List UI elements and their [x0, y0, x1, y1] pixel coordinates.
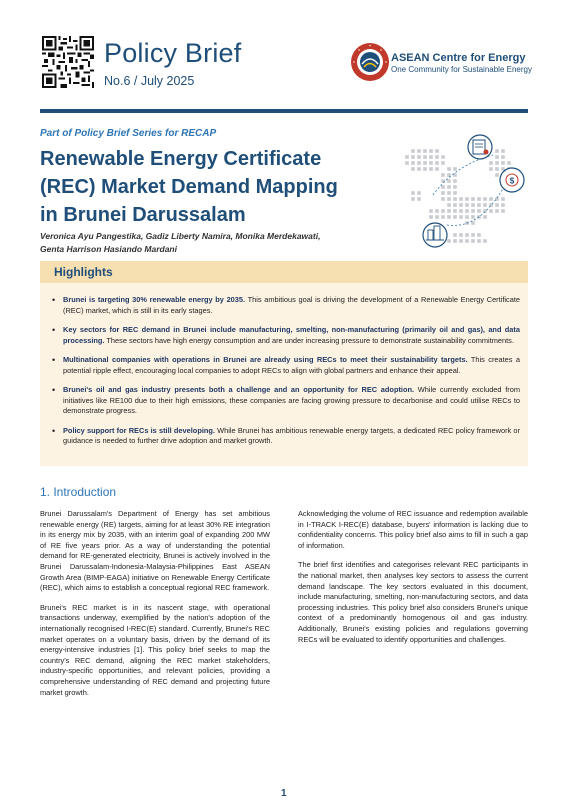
- map-dot: [453, 167, 457, 171]
- map-dot: [459, 209, 463, 213]
- map-dot: [459, 233, 463, 237]
- logo-emblem-icon: [350, 42, 390, 82]
- map-dot: [447, 203, 451, 207]
- map-dot: [447, 167, 451, 171]
- map-dot: [435, 209, 439, 213]
- highlight-bold: Brunei is targeting 30% renewable energy by 2035.: [63, 295, 246, 304]
- highlights-box: [40, 261, 528, 466]
- map-dot: [417, 191, 421, 195]
- map-dot: [489, 197, 493, 201]
- map-dot: [441, 191, 445, 195]
- map-dot: [411, 197, 415, 201]
- highlight-text: This ambitious goal is driving the development of a Renewable Energy Certificate (REC) market, which is still in its early stages.: [63, 295, 521, 315]
- map-dot: [459, 215, 463, 219]
- map-dot: [423, 149, 427, 153]
- map-dot: [495, 149, 499, 153]
- map-dot: [501, 155, 505, 159]
- map-dot: [471, 203, 475, 207]
- paragraph: Brunei Darussalam's Department of Energy has set ambitious renewable energy (RE) targets, aiming for at least 30% RE integration in its energy mix by 2035, with an interim goal of expanding 200 MW of RE five years prior. As a way of understanding the potential demand for RE-generated electricity, Brunei is actively involved in the Brunei Darussalam-Indonesia-Malaysia-Philippines East ASEAN Growth Area (BIMP-EAGA) initiative on Renewable Energy Certificate (REC), which aims to establish a conceptual regional REC framework.: [40, 509, 270, 593]
- map-dot: [465, 209, 469, 213]
- highlight-text: While Brunei has ambitious renewable energy targets, a dedicated REC policy framework or guidance is needed to further drive adoption and market growth.: [63, 425, 520, 445]
- logo-tagline: One Community for Sustainable Energy: [391, 65, 532, 74]
- map-dot: [447, 197, 451, 201]
- map-dot: [459, 203, 463, 207]
- map-dot: [429, 167, 433, 171]
- map-dot: [465, 197, 469, 201]
- highlight-text: These sectors have high energy consumption and are under increasing pressure to demonstrate sustainability commitments.: [104, 335, 514, 345]
- map-dot: [423, 155, 427, 159]
- map-dot: [417, 161, 421, 165]
- highlight-text: This creates a potential ripple effect, encouraging local companies to adopt RECs to align with global partners and enhance their appeal.: [63, 355, 520, 375]
- dollar-cycle-icon: [500, 168, 524, 192]
- map-dot: [453, 233, 457, 237]
- title-line-3: in Brunei Darussalam: [40, 204, 246, 226]
- map-dot: [411, 155, 415, 159]
- svg-text:$: $: [509, 176, 515, 186]
- map-dot: [453, 203, 457, 207]
- map-dot: [471, 197, 475, 201]
- map-dot: [507, 161, 511, 165]
- map-dot: [489, 167, 493, 171]
- highlight-item: [50, 355, 520, 376]
- highlight-item: [50, 385, 520, 417]
- map-dot: [453, 197, 457, 201]
- qr-code-icon: [42, 36, 94, 88]
- map-dot: [441, 173, 445, 177]
- map-dot: [495, 209, 499, 213]
- highlight-bold: Multinational companies with operations in Brunei are already using RECs to meet their sustainability targets.: [63, 355, 468, 364]
- map-dot: [471, 239, 475, 243]
- map-dot: [483, 215, 487, 219]
- map-dot: [435, 149, 439, 153]
- map-dot: [411, 167, 415, 171]
- map-dot: [465, 233, 469, 237]
- map-dot: [447, 179, 451, 183]
- map-dot: [495, 167, 499, 171]
- map-dot: [447, 185, 451, 189]
- map-dot: [495, 161, 499, 165]
- map-dot: [441, 155, 445, 159]
- header-divider: [40, 109, 528, 113]
- map-dot: [417, 167, 421, 171]
- intro-column-left: [40, 509, 270, 707]
- title-line-2: (REC) Market Demand Mapping: [40, 176, 338, 198]
- brief-number: No.6 / July 2025: [104, 74, 195, 88]
- map-dot: [405, 161, 409, 165]
- authors-line-2: Genta Harrison Hasiando Mardani: [40, 244, 177, 254]
- buildings-icon: [423, 223, 447, 247]
- map-dot: [441, 197, 445, 201]
- map-dot: [465, 203, 469, 207]
- map-dot: [441, 185, 445, 189]
- map-dot: [417, 155, 421, 159]
- map-dot: [429, 215, 433, 219]
- map-dot: [441, 215, 445, 219]
- map-dot: [429, 161, 433, 165]
- highlight-bold: Key sectors for REC demand in Brunei include manufacturing, smelting, non-manufacturing (primarily oil and gas), and data processing.: [63, 325, 520, 345]
- map-dot: [435, 167, 439, 171]
- map-dot: [501, 161, 505, 165]
- map-dot: [441, 209, 445, 213]
- southeast-asia-map-icon: [395, 125, 535, 260]
- map-dot: [471, 215, 475, 219]
- map-dot: [471, 233, 475, 237]
- map-dot: [423, 167, 427, 171]
- map-dot: [495, 203, 499, 207]
- highlight-item: [50, 426, 520, 447]
- highlights-header: [40, 261, 528, 283]
- map-dot: [459, 239, 463, 243]
- map-dot: [489, 161, 493, 165]
- map-dot: [429, 149, 433, 153]
- map-dot: [453, 185, 457, 189]
- logo-name: ASEAN Centre for Energy: [391, 52, 526, 64]
- highlight-item: [50, 295, 520, 316]
- map-dot: [477, 233, 481, 237]
- map-dot: [405, 155, 409, 159]
- series-label: Part of Policy Brief Series for RECAP: [40, 128, 217, 139]
- map-dot: [435, 215, 439, 219]
- map-dot: [453, 239, 457, 243]
- highlights-heading: Highlights: [54, 265, 113, 279]
- highlight-bold: Policy support for RECs is still developing.: [63, 425, 215, 435]
- map-dot: [459, 197, 463, 201]
- map-dot: [501, 149, 505, 153]
- highlight-text: While currently excluded from initiatives like RE100 due to their high emissions, these companies are facing growing pressure to decarbonise and could utilise RECs to demonstrate progress.: [63, 385, 520, 415]
- map-dot: [489, 209, 493, 213]
- page-number: 1: [281, 788, 287, 799]
- paragraph: The brief first identifies and categorises relevant REC participants in the national market, then analyses key sectors to assess the current demand landscape. The key sectors evaluated in this document, include manufacturing, smelting, non-manufacturing sectors, and data processing industries. This policy brief also considers Brunei's unique context of a predominantly homogenous oil and gas industry. Additionally, Brunei's existing policies and regulations governing RECs will be evaluated to identify opportunities and challenges.: [298, 560, 528, 644]
- map-dot: [411, 149, 415, 153]
- map-dot: [435, 155, 439, 159]
- map-dot: [453, 191, 457, 195]
- map-dot: [501, 209, 505, 213]
- highlight-item: [50, 325, 520, 346]
- map-dot: [453, 215, 457, 219]
- title-line-1: Renewable Energy Certificate: [40, 148, 322, 170]
- map-dot: [411, 161, 415, 165]
- map-dot: [477, 203, 481, 207]
- map-dot: [447, 209, 451, 213]
- map-dot: [501, 197, 505, 201]
- map-dot: [447, 239, 451, 243]
- map-dot: [465, 239, 469, 243]
- map-dot: [483, 239, 487, 243]
- map-dot: [471, 221, 475, 225]
- map-dot: [483, 197, 487, 201]
- map-dot: [447, 191, 451, 195]
- paragraph: Brunei's REC market is in its nascent stage, with operational transactions underway, exemplified by the nation's adoption of the internationally recognised I-REC(E) standard. Currently, Brunei's REC market operates on a voluntary basis, driven by the demand of its energy-intensive industries [1]. This policy brief seeks to map the country's REC demand, aligning the REC market stakeholders, industry-specific opportunities, and relevant policies, providing a comprehensive understanding of REC demand and projecting future market growth.: [40, 602, 270, 697]
- map-dot: [453, 209, 457, 213]
- asean-energy-logo: [350, 42, 540, 82]
- map-dot: [495, 173, 499, 177]
- map-dot: [465, 215, 469, 219]
- map-dot: [495, 155, 499, 159]
- map-dot: [417, 197, 421, 201]
- map-dot: [423, 161, 427, 165]
- certificate-icon: [468, 135, 492, 159]
- map-dot: [477, 209, 481, 213]
- highlights-list: [50, 295, 520, 456]
- paragraph: Acknowledging the volume of REC issuance and redemption available in I-TRACK I-REC(E) database, buyers' information is lacking due to confidentiality concerns. This policy brief also aims to fill in such a gap of information.: [298, 509, 528, 550]
- map-dot: [411, 191, 415, 195]
- intro-column-right: [298, 509, 528, 654]
- map-dot: [429, 155, 433, 159]
- map-dot: [477, 239, 481, 243]
- map-dot: [471, 209, 475, 213]
- authors-line-1: Veronica Ayu Pangestika, Gadiz Liberty Namira, Monika Merdekawati,: [40, 231, 321, 241]
- document-title: [40, 145, 380, 229]
- brief-title: Policy Brief: [104, 38, 242, 68]
- map-dot: [417, 149, 421, 153]
- map-dot: [453, 179, 457, 183]
- authors: [40, 230, 340, 256]
- highlight-bold: Brunei's oil and gas industry presents both a challenge and an opportunity for REC adoption.: [63, 385, 415, 394]
- map-dot: [435, 161, 439, 165]
- map-dot: [483, 203, 487, 207]
- map-dot: [447, 215, 451, 219]
- section-heading-introduction: 1. Introduction: [40, 485, 117, 499]
- map-dot: [441, 161, 445, 165]
- map-dot: [477, 197, 481, 201]
- map-dot: [501, 203, 505, 207]
- map-dot: [429, 209, 433, 213]
